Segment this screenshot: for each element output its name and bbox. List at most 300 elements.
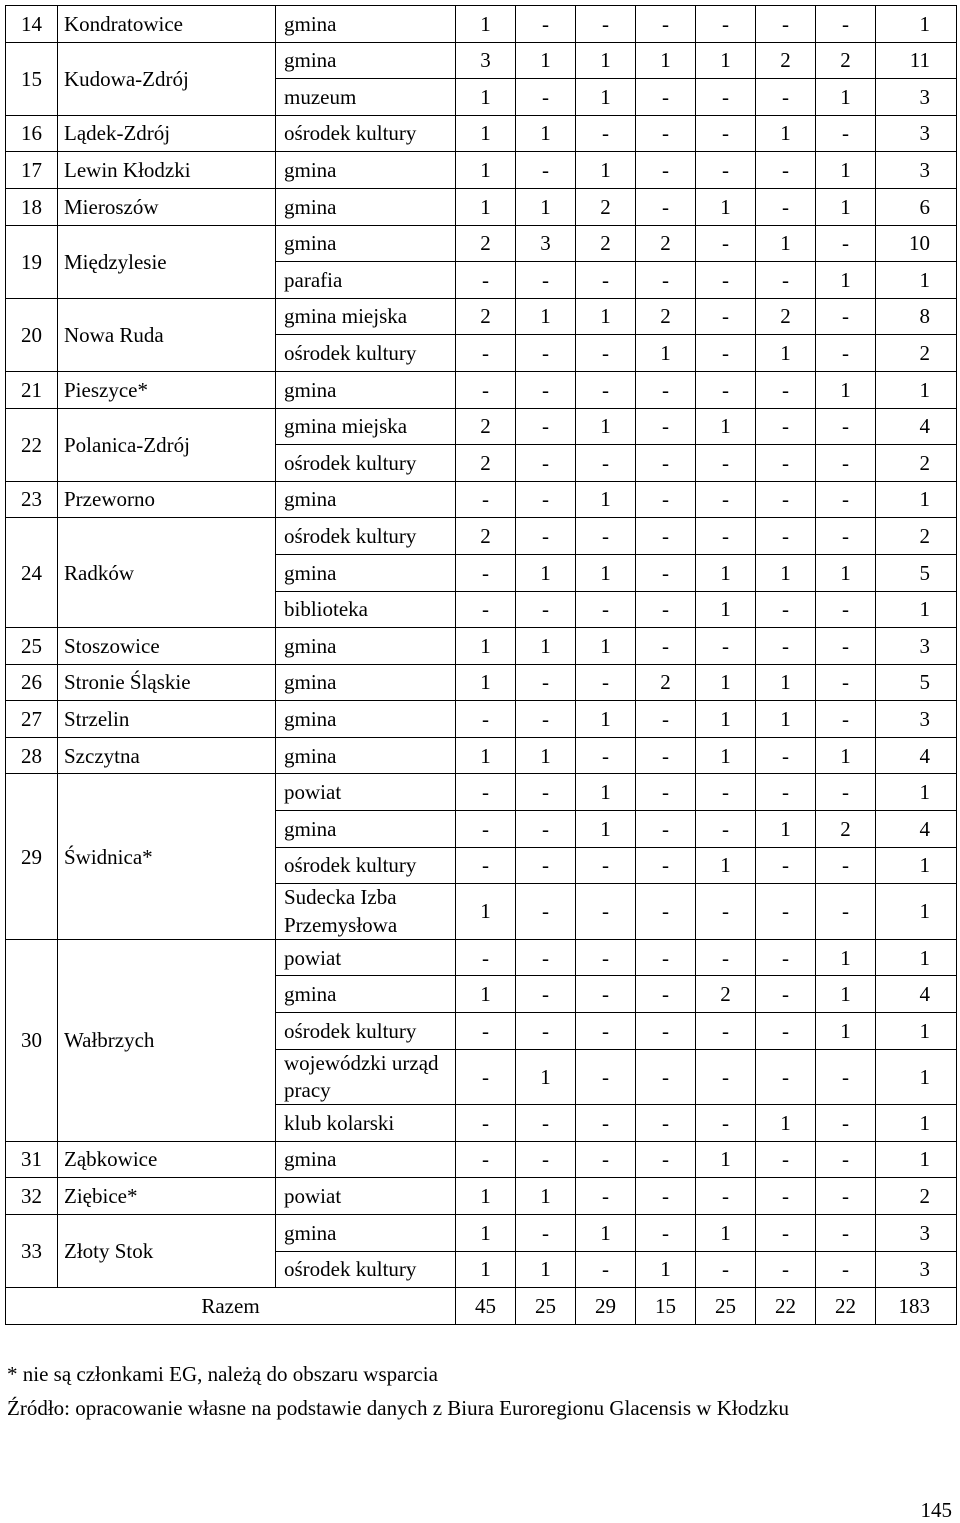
value-cell: 1 (816, 152, 876, 189)
row-total-cell: 2 (876, 1178, 957, 1215)
value-cell: 1 (516, 1049, 576, 1105)
value-cell: - (756, 188, 816, 225)
institution-type: gmina (276, 664, 456, 701)
value-cell: 1 (456, 1251, 516, 1288)
value-cell: - (816, 1215, 876, 1252)
table-row (6, 518, 957, 555)
value-cell: - (576, 445, 636, 482)
value-cell: - (756, 408, 816, 445)
value-cell: 1 (576, 79, 636, 116)
row-total-cell: 1 (876, 371, 957, 408)
value-cell: - (696, 1049, 756, 1105)
row-total-cell: 1 (876, 1141, 957, 1178)
value-cell: - (636, 1178, 696, 1215)
value-cell: - (576, 1251, 636, 1288)
value-cell: - (756, 884, 816, 940)
institution-type: powiat (276, 774, 456, 811)
value-cell: 1 (816, 188, 876, 225)
value-cell: - (816, 1049, 876, 1105)
row-total-cell: 3 (876, 628, 957, 665)
value-cell: - (516, 6, 576, 43)
municipality-name: Stronie Śląskie (58, 664, 276, 701)
footnote-source: Źródło: opracowanie własne na podstawie danych z Biura Euroregionu Glacensis w Kłodzku (7, 1396, 790, 1420)
value-cell: 1 (456, 152, 516, 189)
row-total-cell: 1 (876, 1049, 957, 1105)
total-value-cell: 22 (816, 1288, 876, 1325)
value-cell: - (636, 939, 696, 976)
institution-type: muzeum (276, 79, 456, 116)
value-cell: 1 (696, 42, 756, 79)
value-cell: - (756, 1251, 816, 1288)
value-cell: 2 (756, 42, 816, 79)
value-cell: - (696, 481, 756, 518)
row-total-cell: 4 (876, 976, 957, 1013)
value-cell: - (756, 445, 816, 482)
value-cell: - (636, 188, 696, 225)
value-cell: - (456, 811, 516, 848)
row-total-cell: 10 (876, 225, 957, 262)
value-cell: - (636, 1049, 696, 1105)
table-row (6, 6, 957, 43)
value-cell: - (756, 371, 816, 408)
value-cell: 2 (456, 408, 516, 445)
value-cell: - (636, 408, 696, 445)
row-number: 19 (6, 225, 58, 298)
value-cell: 1 (816, 371, 876, 408)
value-cell: - (756, 1013, 816, 1050)
value-cell: - (516, 1013, 576, 1050)
institution-type: powiat (276, 1178, 456, 1215)
value-cell: - (576, 1013, 636, 1050)
value-cell: - (696, 79, 756, 116)
value-cell: 2 (456, 518, 516, 555)
value-cell: 1 (696, 701, 756, 738)
data-table-container (5, 5, 957, 1325)
value-cell: 1 (756, 811, 816, 848)
value-cell: - (636, 884, 696, 940)
value-cell: - (576, 1141, 636, 1178)
value-cell: 1 (636, 1251, 696, 1288)
municipality-name: Kondratowice (58, 6, 276, 43)
value-cell: - (636, 554, 696, 591)
municipality-name: Nowa Ruda (58, 298, 276, 371)
value-cell: 2 (576, 188, 636, 225)
value-cell: - (756, 152, 816, 189)
institution-type: ośrodek kultury (276, 1251, 456, 1288)
value-cell: - (516, 79, 576, 116)
table-row (6, 42, 957, 79)
value-cell: 1 (696, 408, 756, 445)
table-row (6, 939, 957, 976)
row-total-cell: 3 (876, 79, 957, 116)
value-cell: 1 (696, 1215, 756, 1252)
value-cell: 1 (756, 701, 816, 738)
value-cell: 3 (516, 225, 576, 262)
value-cell: - (576, 884, 636, 940)
value-cell: - (576, 518, 636, 555)
table-row (6, 188, 957, 225)
value-cell: - (516, 591, 576, 628)
value-cell: - (756, 939, 816, 976)
municipality-name: Międzylesie (58, 225, 276, 298)
value-cell: - (756, 6, 816, 43)
table-row (6, 774, 957, 811)
value-cell: 2 (456, 298, 516, 335)
institution-type: ośrodek kultury (276, 335, 456, 372)
value-cell: - (516, 335, 576, 372)
value-cell: 2 (816, 42, 876, 79)
value-cell: - (816, 445, 876, 482)
value-cell: - (516, 1141, 576, 1178)
row-number: 18 (6, 188, 58, 225)
row-total-cell: 3 (876, 701, 957, 738)
value-cell: - (636, 115, 696, 152)
institution-type: parafia (276, 262, 456, 299)
institution-type: gmina (276, 1141, 456, 1178)
value-cell: - (816, 481, 876, 518)
institution-type: ośrodek kultury (276, 445, 456, 482)
value-cell: 1 (516, 1178, 576, 1215)
value-cell: - (456, 1105, 516, 1142)
value-cell: - (636, 1141, 696, 1178)
value-cell: - (816, 1251, 876, 1288)
institution-type: gmina (276, 225, 456, 262)
value-cell: 1 (756, 1105, 816, 1142)
value-cell: 1 (696, 664, 756, 701)
row-number: 23 (6, 481, 58, 518)
value-cell: - (816, 628, 876, 665)
institution-type: gmina (276, 554, 456, 591)
value-cell: 1 (756, 335, 816, 372)
row-total-cell: 1 (876, 591, 957, 628)
value-cell: - (456, 847, 516, 884)
value-cell: - (696, 115, 756, 152)
row-number: 32 (6, 1178, 58, 1215)
value-cell: - (696, 262, 756, 299)
value-cell: - (756, 976, 816, 1013)
value-cell: - (636, 481, 696, 518)
institution-type: Sudecka Izba Przemysłowa (276, 884, 456, 940)
municipality-name: Przeworno (58, 481, 276, 518)
value-cell: 1 (456, 188, 516, 225)
value-cell: - (696, 1105, 756, 1142)
value-cell: 1 (756, 225, 816, 262)
institution-type: gmina (276, 188, 456, 225)
value-cell: - (756, 1215, 816, 1252)
value-cell: - (696, 884, 756, 940)
value-cell: - (636, 1105, 696, 1142)
value-cell: - (516, 847, 576, 884)
value-cell: 2 (576, 225, 636, 262)
table-body (6, 6, 957, 1325)
municipality-name: Radków (58, 518, 276, 628)
value-cell: - (696, 811, 756, 848)
institution-type: gmina miejska (276, 298, 456, 335)
value-cell: - (456, 939, 516, 976)
value-cell: - (516, 811, 576, 848)
value-cell: - (516, 518, 576, 555)
institution-type: ośrodek kultury (276, 115, 456, 152)
value-cell: - (456, 1013, 516, 1050)
row-total-cell: 4 (876, 811, 957, 848)
value-cell: - (576, 335, 636, 372)
value-cell: - (756, 1178, 816, 1215)
value-cell: - (636, 6, 696, 43)
value-cell: 1 (816, 1013, 876, 1050)
value-cell: - (816, 847, 876, 884)
table-row (6, 1178, 957, 1215)
row-number: 17 (6, 152, 58, 189)
value-cell: 1 (696, 188, 756, 225)
value-cell: 2 (816, 811, 876, 848)
value-cell: 1 (576, 298, 636, 335)
value-cell: 1 (576, 42, 636, 79)
value-cell: 2 (456, 225, 516, 262)
row-total-cell: 2 (876, 445, 957, 482)
table-row (6, 1215, 957, 1252)
value-cell: 1 (456, 737, 516, 774)
value-cell: 1 (816, 939, 876, 976)
value-cell: 1 (456, 79, 516, 116)
institution-type: gmina miejska (276, 408, 456, 445)
value-cell: 1 (456, 6, 516, 43)
row-total-cell: 1 (876, 939, 957, 976)
value-cell: - (516, 939, 576, 976)
grand-total-cell: 183 (876, 1288, 957, 1325)
row-total-cell: 4 (876, 737, 957, 774)
value-cell: 1 (816, 976, 876, 1013)
value-cell: - (636, 79, 696, 116)
value-cell: - (456, 1049, 516, 1105)
value-cell: 1 (516, 554, 576, 591)
row-total-cell: 1 (876, 884, 957, 940)
value-cell: - (816, 884, 876, 940)
institution-type: powiat (276, 939, 456, 976)
row-total-cell: 2 (876, 518, 957, 555)
value-cell: - (816, 774, 876, 811)
value-cell: - (456, 262, 516, 299)
value-cell: - (576, 939, 636, 976)
value-cell: - (696, 152, 756, 189)
value-cell: - (816, 1178, 876, 1215)
value-cell: - (696, 628, 756, 665)
municipality-name: Kudowa-Zdrój (58, 42, 276, 115)
footnote-star: * nie są członkami EG, należą do obszaru wsparcia (7, 1362, 438, 1386)
value-cell: - (636, 774, 696, 811)
row-total-cell: 6 (876, 188, 957, 225)
row-total-cell: 1 (876, 774, 957, 811)
value-cell: - (516, 371, 576, 408)
value-cell: 1 (516, 628, 576, 665)
row-number: 25 (6, 628, 58, 665)
value-cell: 1 (576, 811, 636, 848)
value-cell: - (756, 79, 816, 116)
row-total-cell: 5 (876, 664, 957, 701)
value-cell: - (756, 628, 816, 665)
value-cell: 1 (516, 115, 576, 152)
value-cell: 1 (456, 664, 516, 701)
value-cell: - (636, 262, 696, 299)
value-cell: - (636, 976, 696, 1013)
value-cell: - (636, 847, 696, 884)
value-cell: - (576, 1105, 636, 1142)
table-row (6, 298, 957, 335)
value-cell: - (576, 1178, 636, 1215)
total-value-cell: 15 (636, 1288, 696, 1325)
value-cell: - (516, 445, 576, 482)
municipality-name: Ziębice* (58, 1178, 276, 1215)
municipality-name: Lądek-Zdrój (58, 115, 276, 152)
value-cell: 1 (516, 298, 576, 335)
value-cell: 1 (696, 847, 756, 884)
total-value-cell: 29 (576, 1288, 636, 1325)
value-cell: 1 (516, 737, 576, 774)
value-cell: - (756, 518, 816, 555)
value-cell: - (576, 664, 636, 701)
institution-type: klub kolarski (276, 1105, 456, 1142)
value-cell: - (576, 847, 636, 884)
value-cell: - (756, 847, 816, 884)
value-cell: - (456, 701, 516, 738)
value-cell: - (456, 774, 516, 811)
value-cell: - (456, 481, 516, 518)
row-total-cell: 4 (876, 408, 957, 445)
value-cell: 2 (636, 664, 696, 701)
row-total-cell: 1 (876, 1013, 957, 1050)
row-number: 14 (6, 6, 58, 43)
institution-type: biblioteka (276, 591, 456, 628)
value-cell: 1 (456, 1178, 516, 1215)
value-cell: - (756, 737, 816, 774)
value-cell: 1 (816, 79, 876, 116)
value-cell: - (636, 371, 696, 408)
value-cell: 1 (816, 737, 876, 774)
value-cell: - (636, 1013, 696, 1050)
value-cell: - (816, 664, 876, 701)
value-cell: 1 (756, 554, 816, 591)
value-cell: - (636, 1215, 696, 1252)
row-number: 30 (6, 939, 58, 1141)
value-cell: - (816, 298, 876, 335)
value-cell: 1 (816, 554, 876, 591)
table-row (6, 1141, 957, 1178)
institution-type: gmina (276, 976, 456, 1013)
municipality-name: Lewin Kłodzki (58, 152, 276, 189)
value-cell: - (516, 152, 576, 189)
row-number: 31 (6, 1141, 58, 1178)
institution-type: gmina (276, 371, 456, 408)
institution-type: gmina (276, 811, 456, 848)
value-cell: - (696, 774, 756, 811)
row-total-cell: 1 (876, 847, 957, 884)
value-cell: - (696, 939, 756, 976)
value-cell: 2 (636, 298, 696, 335)
value-cell: - (696, 445, 756, 482)
value-cell: 1 (516, 188, 576, 225)
municipality-name: Ząbkowice (58, 1141, 276, 1178)
value-cell: - (516, 1105, 576, 1142)
value-cell: - (636, 445, 696, 482)
value-cell: - (456, 554, 516, 591)
municipality-name: Złoty Stok (58, 1215, 276, 1288)
value-cell: - (636, 811, 696, 848)
institution-type: gmina (276, 701, 456, 738)
value-cell: 1 (576, 554, 636, 591)
total-value-cell: 45 (456, 1288, 516, 1325)
value-cell: - (456, 335, 516, 372)
value-cell: 1 (756, 115, 816, 152)
row-number: 21 (6, 371, 58, 408)
value-cell: - (816, 591, 876, 628)
institution-type: gmina (276, 1215, 456, 1252)
value-cell: 1 (456, 884, 516, 940)
page-number: 145 (920, 1498, 952, 1522)
value-cell: 1 (576, 701, 636, 738)
value-cell: - (696, 1013, 756, 1050)
table-row (6, 481, 957, 518)
municipality-name: Polanica-Zdrój (58, 408, 276, 481)
row-number: 15 (6, 42, 58, 115)
value-cell: - (516, 884, 576, 940)
value-cell: - (816, 1105, 876, 1142)
institution-type: ośrodek kultury (276, 847, 456, 884)
value-cell: - (636, 737, 696, 774)
value-cell: - (576, 976, 636, 1013)
value-cell: - (816, 1141, 876, 1178)
row-number: 29 (6, 774, 58, 939)
value-cell: - (516, 976, 576, 1013)
institution-type: gmina (276, 481, 456, 518)
total-value-cell: 25 (516, 1288, 576, 1325)
value-cell: 1 (756, 664, 816, 701)
value-cell: - (516, 774, 576, 811)
value-cell: - (576, 591, 636, 628)
value-cell: - (696, 371, 756, 408)
municipality-name: Szczytna (58, 737, 276, 774)
institution-type: ośrodek kultury (276, 518, 456, 555)
value-cell: - (636, 701, 696, 738)
institution-type: gmina (276, 628, 456, 665)
municipality-name: Wałbrzych (58, 939, 276, 1141)
value-cell: 1 (816, 262, 876, 299)
table-row (6, 152, 957, 189)
value-cell: - (696, 1251, 756, 1288)
value-cell: - (696, 1178, 756, 1215)
value-cell: - (696, 335, 756, 372)
row-number: 28 (6, 737, 58, 774)
value-cell: - (756, 481, 816, 518)
value-cell: - (516, 408, 576, 445)
projects-table (5, 5, 957, 1325)
row-number: 16 (6, 115, 58, 152)
value-cell: - (756, 774, 816, 811)
municipality-name: Stoszowice (58, 628, 276, 665)
value-cell: - (636, 591, 696, 628)
row-number: 22 (6, 408, 58, 481)
value-cell: - (756, 591, 816, 628)
table-row (6, 628, 957, 665)
institution-type: gmina (276, 152, 456, 189)
total-row (6, 1288, 957, 1325)
total-value-cell: 25 (696, 1288, 756, 1325)
row-total-cell: 2 (876, 335, 957, 372)
total-label: Razem (6, 1288, 456, 1325)
value-cell: 1 (636, 335, 696, 372)
row-total-cell: 3 (876, 1251, 957, 1288)
value-cell: - (516, 664, 576, 701)
value-cell: - (696, 225, 756, 262)
value-cell: 1 (576, 152, 636, 189)
